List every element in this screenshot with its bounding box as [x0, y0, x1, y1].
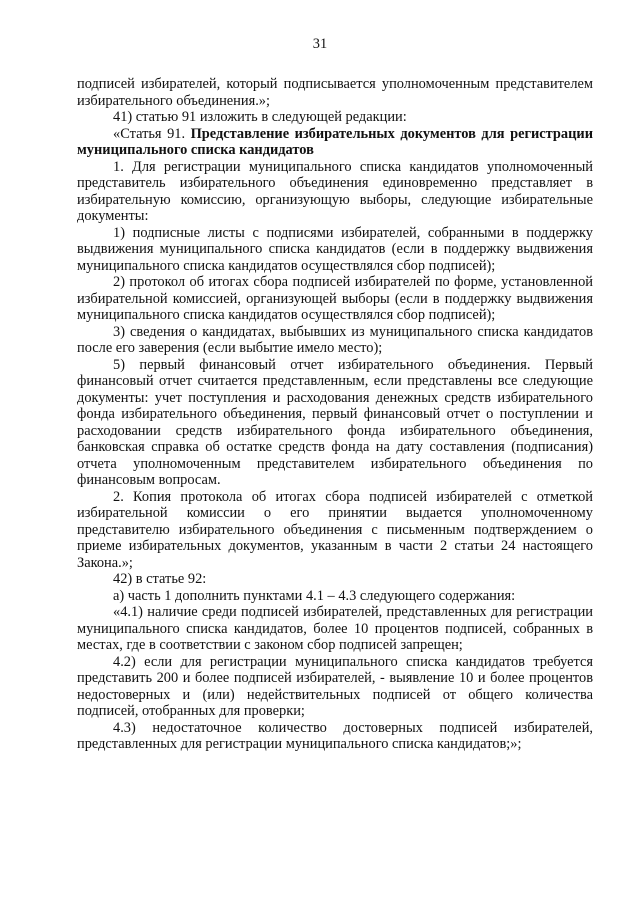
paragraph-continuation: подписей избирателей, который подписывается уполномоченным представителем избирательного объединения.»; — [77, 76, 593, 109]
paragraph-item-1: 1) подписные листы с подписями избирателей, собранными в поддержку выдвижения муниципального списка кандидатов (если в поддержку выдвижения муниципального списка кандидатов осуществлялся сбор подписей); — [77, 224, 593, 274]
paragraph-item-5: 5) первый финансовый отчет избирательного объединения. Первый финансовый отчет считается представленным, если представлены все следующие документы: учет поступления и расходования денежных средств избирательного фонда избирательного объединения, первый финансовый отчет о поступлении и расходовании средств избирательного фонда избирательного объединения, банковская справка об остатке средств фонда на дату составления (подписания) отчета уполномоченным представителем избирательного объединения по финансовым вопросам. — [77, 356, 593, 488]
paragraph-subitem-a: а) часть 1 дополнить пунктами 4.1 – 4.3 следующего содержания: — [113, 587, 516, 604]
article-91-label: «Статья 91. — [113, 125, 191, 142]
paragraph-item-4-1: «4.1) наличие среди подписей избирателей, представленных для регистрации муниципального списка кандидатов, более 10 процентов подписей, собранных в местах, где в соответствии с законом сбор подписей запрещен; — [77, 604, 593, 653]
document-body — [77, 76, 593, 753]
paragraph-item-3: 3) сведения о кандидатах, выбывших из муниципального списка кандидатов после его заверения (если выбытие имело место); — [77, 323, 593, 356]
paragraph-amendment-42: 42) в статье 92: — [113, 571, 207, 587]
paragraph-amendment-41: 41) статью 91 изложить в следующей редакции: — [113, 109, 407, 125]
paragraph-item-4-2: 4.2) если для регистрации муниципального списка кандидатов требуется представить 200 и более подписей избирателей, - выявление 10 и более процентов недостоверных и (или) недействительных подписей от общего количества подписей, отобранных для проверки; — [77, 653, 593, 719]
paragraph-part-1: 1. Для регистрации муниципального списка кандидатов уполномоченный представитель избирательного объединения единовременно представляет в избирательную комиссию, организующую выборы, следующие избирательные документы: — [77, 158, 593, 224]
paragraph-part-2: 2. Копия протокола об итогах сбора подписей избирателей с отметкой избирательной комиссии о его принятии выдается уполномоченному представителю избирательного объединения с письменным подтверждением о приеме избирательных документов, указанным в части 2 статьи 24 настоящего Закона.»; — [77, 488, 593, 571]
paragraph-item-4-3: 4.3) недостаточное количество достоверных подписей избирателей, представленных для регистрации муниципального списка кандидатов;»; — [77, 719, 593, 752]
article-91-title: Представление избирательных документов для регистрации муниципального списка кандидатов — [77, 125, 593, 158]
article-91-heading — [77, 126, 593, 159]
paragraph-item-2: 2) протокол об итогах сбора подписей избирателей по форме, установленной избирательной комиссией, организующей выборы (если в поддержку выдвижения муниципального списка кандидатов осуществлялся сбор подписей); — [77, 274, 593, 323]
page-number: 31 — [312, 36, 328, 52]
